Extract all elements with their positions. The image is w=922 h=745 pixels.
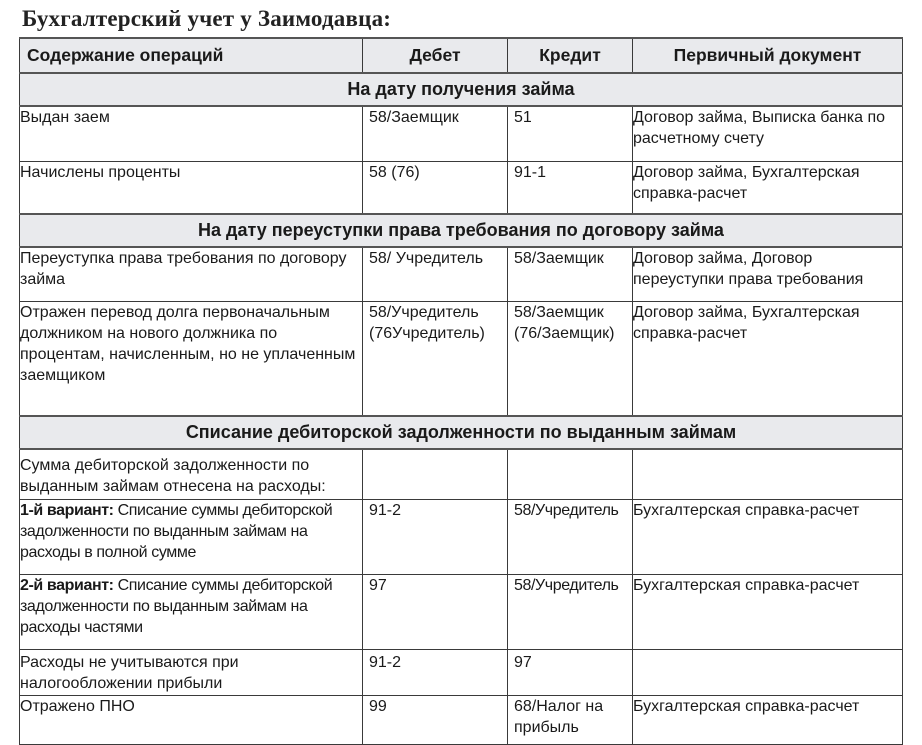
cell-document: Договор займа, Договор переуступки права требования <box>633 247 903 301</box>
cell-operation: Отражено ПНО <box>20 695 363 744</box>
variant-text: Списание суммы дебиторской задолженности по выданным займам на расходы частями <box>20 576 333 636</box>
cell-debit: 91-2 <box>363 499 508 574</box>
cell-debit <box>363 449 508 499</box>
cell-debit: 91-2 <box>363 649 508 695</box>
cell-operation: Расходы не учитываются при налогообложении прибыли <box>20 649 363 695</box>
header-operation: Содержание операций <box>20 38 363 73</box>
cell-document: Бухгалтерская справка-расчет <box>633 695 903 744</box>
section-row <box>20 416 903 449</box>
cell-debit: 58 (76) <box>363 161 508 214</box>
cell-document: Бухгалтерская справка-расчет <box>633 574 903 649</box>
cell-credit: 68/Налог на прибыль <box>508 695 633 744</box>
section-title-loan-receipt: На дату получения займа <box>20 73 903 106</box>
cell-debit: 58/ Учредитель <box>363 247 508 301</box>
cell-operation: Выдан заем <box>20 106 363 161</box>
table-row <box>20 695 903 744</box>
table-row <box>20 449 903 499</box>
cell-operation: Переуступка права требования по договору займа <box>20 247 363 301</box>
header-debit: Дебет <box>363 38 508 73</box>
header-credit: Кредит <box>508 38 633 73</box>
cell-credit: 97 <box>508 649 633 695</box>
cell-operation: Отражен перевод долга первоначальным должником на нового должника по процентам, начисленным, но не уплаченным заемщиком <box>20 301 363 416</box>
cell-debit: 58/Учредитель (76Учредитель) <box>363 301 508 416</box>
cell-operation: Сумма дебиторской задолженности по выданным займам отнесена на расходы: <box>20 449 363 499</box>
cell-debit: 97 <box>363 574 508 649</box>
variant-label: 1-й вариант: <box>20 501 114 519</box>
variant-label: 2-й вариант: <box>20 576 114 594</box>
section-row <box>20 214 903 247</box>
cell-operation: Начислены проценты <box>20 161 363 214</box>
cell-credit: 58/Учредитель <box>508 574 633 649</box>
variant-text: Списание суммы дебиторской задолженности по выданным займам на расходы в полной сумме <box>20 501 333 561</box>
cell-document <box>633 449 903 499</box>
cell-debit: 58/Заемщик <box>363 106 508 161</box>
page-title: Бухгалтерский учет у Заимодавца: <box>22 6 392 31</box>
table-row <box>20 106 903 161</box>
table-row <box>20 301 903 416</box>
cell-operation <box>20 499 363 574</box>
table-row <box>20 161 903 214</box>
cell-credit: 58/Учредитель <box>508 499 633 574</box>
section-title-assignment: На дату переуступки права требования по договору займа <box>20 214 903 247</box>
cell-document: Договор займа, Бухгалтерская справка-расчет <box>633 161 903 214</box>
cell-credit: 58/Заемщик (76/Заемщик) <box>508 301 633 416</box>
table-row <box>20 247 903 301</box>
cell-credit <box>508 449 633 499</box>
section-row <box>20 73 903 106</box>
table-header-row <box>20 38 903 73</box>
cell-operation <box>20 574 363 649</box>
cell-credit: 51 <box>508 106 633 161</box>
cell-credit: 91-1 <box>508 161 633 214</box>
table-row <box>20 649 903 695</box>
cell-debit: 99 <box>363 695 508 744</box>
cell-document <box>633 649 903 695</box>
table-row <box>20 499 903 574</box>
section-title-write-off: Списание дебиторской задолженности по выданным займам <box>20 416 903 449</box>
cell-document: Договор займа, Выписка банка по расчетному счету <box>633 106 903 161</box>
accounting-table <box>19 37 903 745</box>
header-document: Первичный документ <box>633 38 903 73</box>
table-row <box>20 574 903 649</box>
cell-document: Договор займа, Бухгалтерская справка-расчет <box>633 301 903 416</box>
cell-credit: 58/Заемщик <box>508 247 633 301</box>
cell-document: Бухгалтерская справка-расчет <box>633 499 903 574</box>
